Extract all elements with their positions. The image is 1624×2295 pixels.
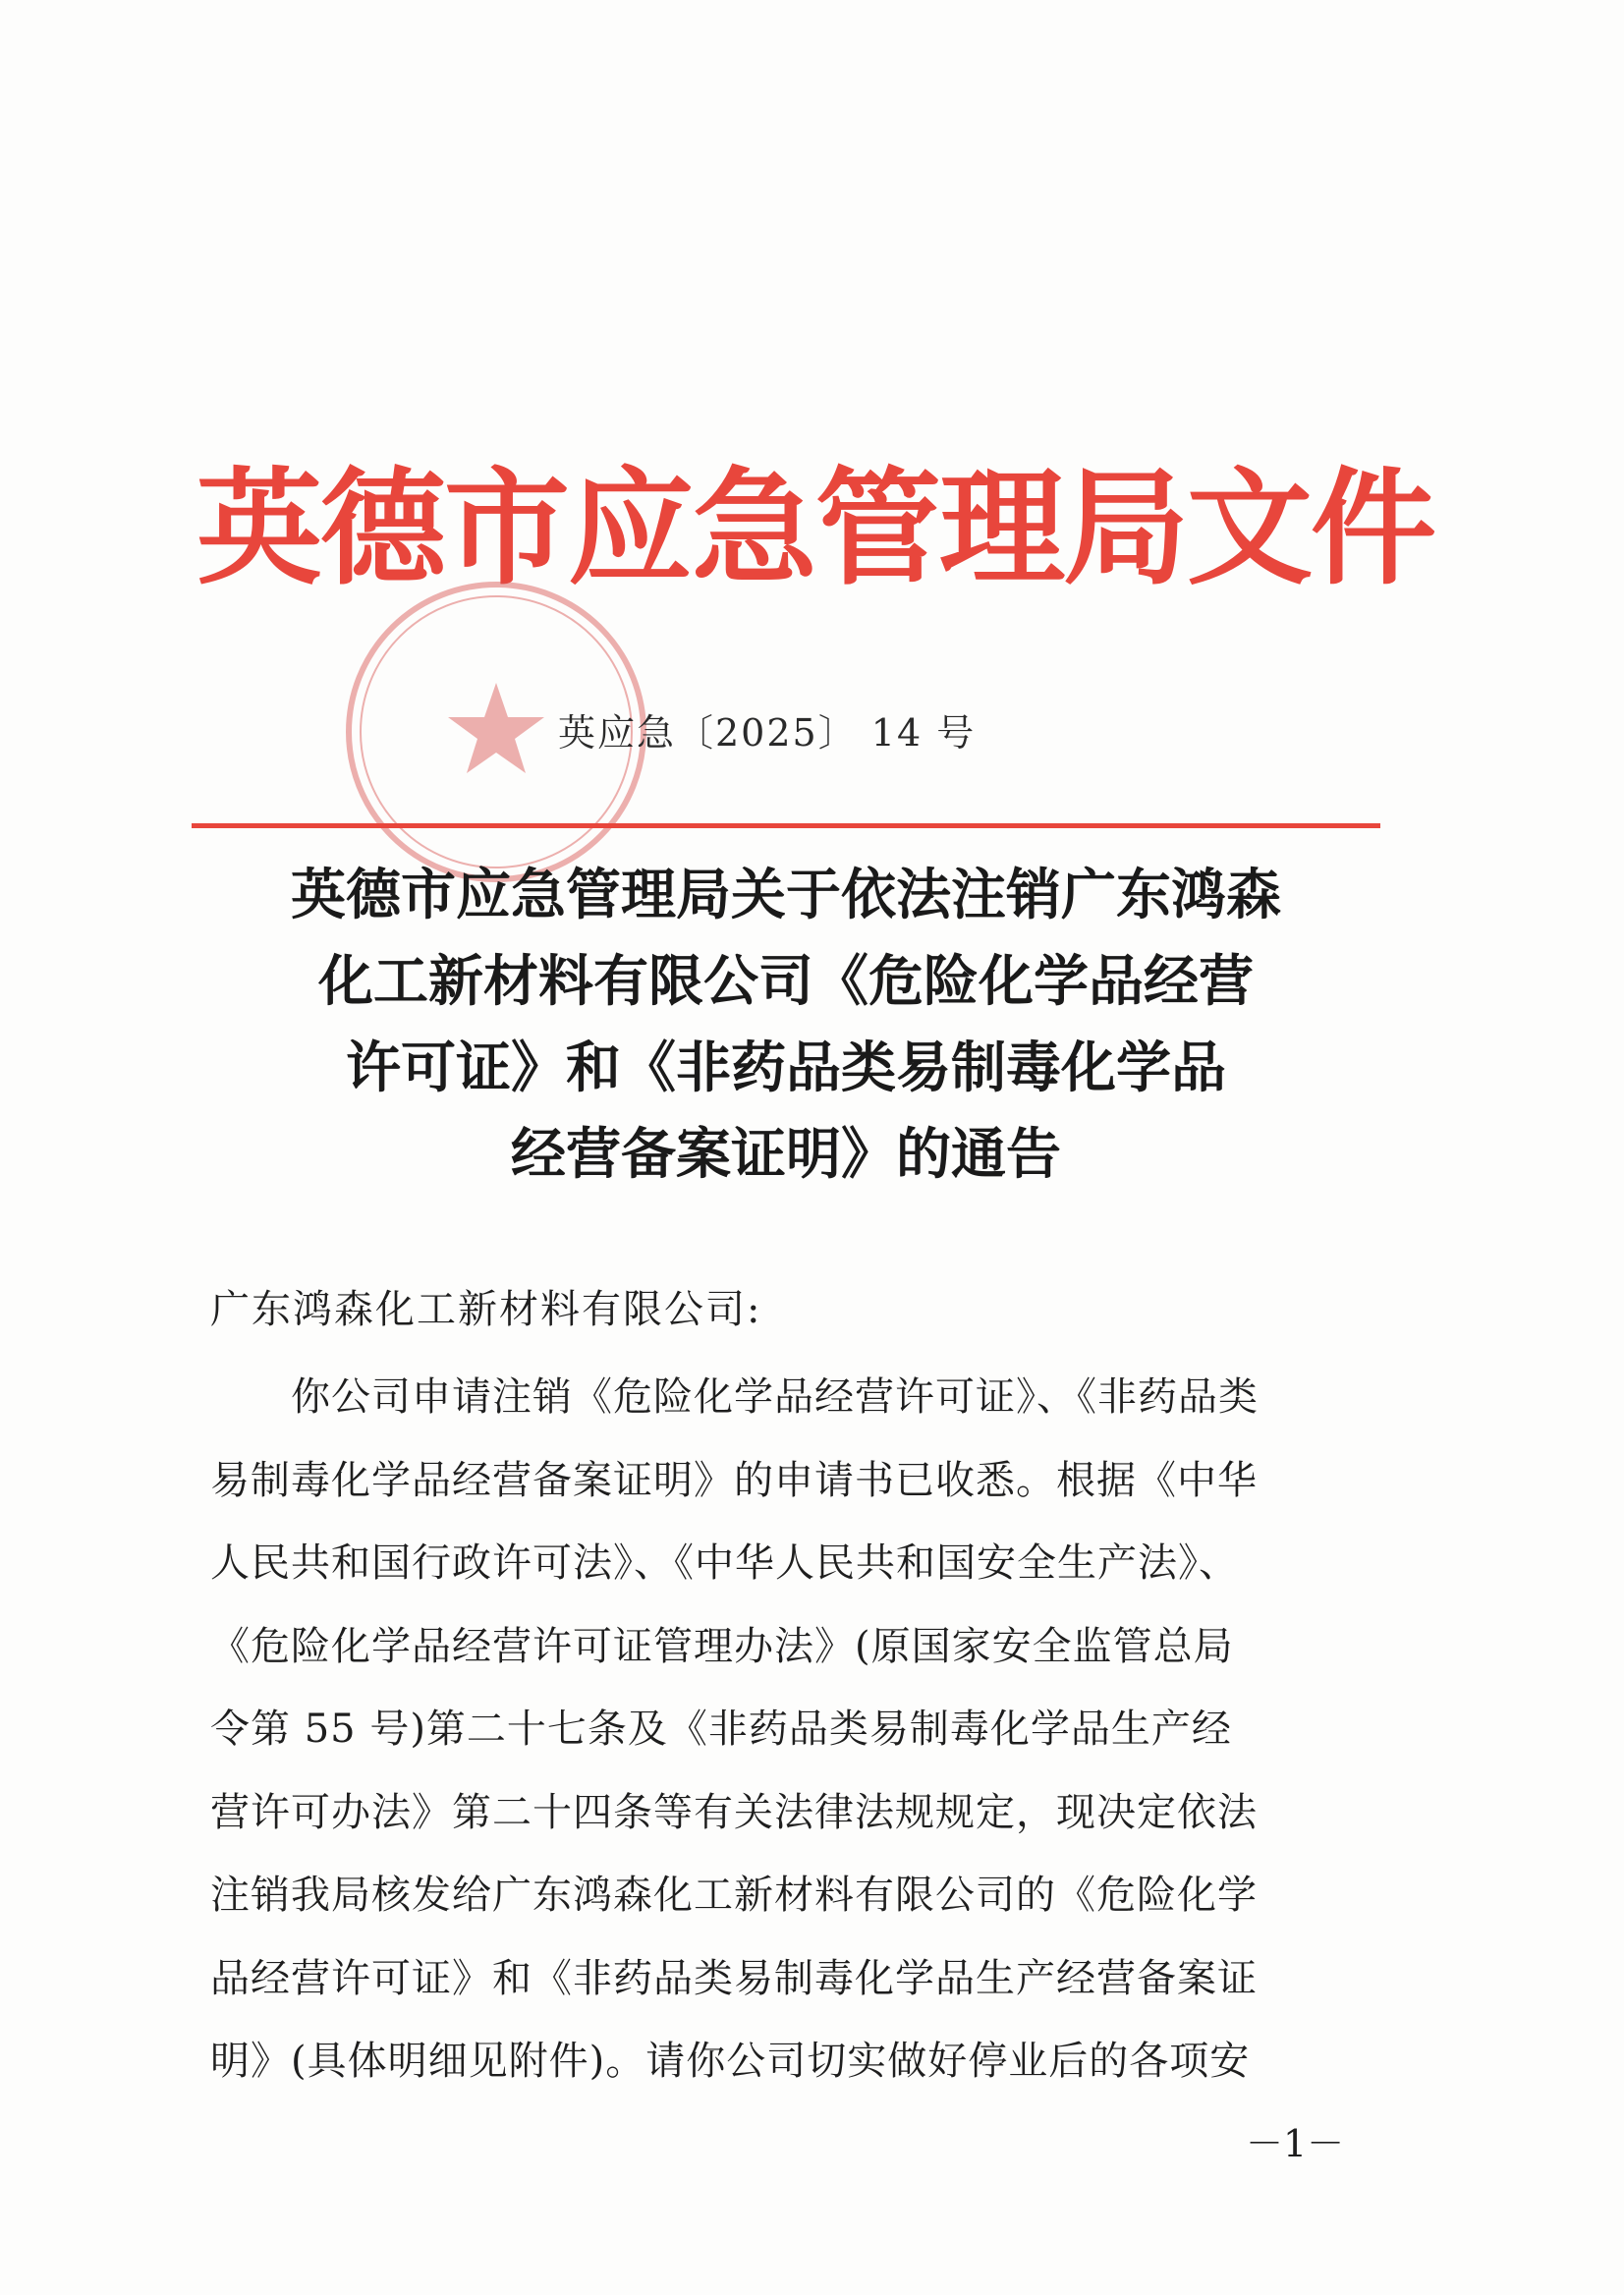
body-line: 人民共和国行政许可法》、《中华人民共和国安全生产法》、: [210, 1540, 1239, 1586]
body-line: 你公司申请注销《危险化学品经营许可证》、《非药品类: [210, 1374, 1259, 1420]
addressee: 广东鸿森化工新材料有限公司:: [210, 1287, 762, 1332]
page-number: －1－: [1246, 2122, 1345, 2165]
body-line: 令第 55 号)第二十七条及《非药品类易制毒化学品生产经: [210, 1707, 1232, 1752]
title-line: 经营备案证明》的通告: [511, 1123, 1061, 1187]
title-line: 许可证》和《非药品类易制毒化学品: [346, 1036, 1226, 1100]
title-line: 化工新材料有限公司《危险化学品经营: [318, 950, 1254, 1014]
body-line: 明》(具体明细见附件)。请你公司切实做好停业后的各项安: [210, 2039, 1251, 2084]
body-line: 易制毒化学品经营备案证明》的申请书已收悉。根据《中华: [210, 1457, 1258, 1503]
body-line: 注销我局核发给广东鸿森化工新材料有限公司的《危险化学: [210, 1873, 1258, 1918]
title-line: 英德市应急管理局关于依法注销广东鸿森: [291, 864, 1281, 927]
body-line: 营许可办法》第二十四条等有关法律法规规定，现决定依法: [210, 1789, 1258, 1835]
issuer-header: 英德市应急管理局文件: [196, 455, 1435, 602]
body-line: 《危险化学品经营许可证管理办法》(原国家安全监管总局: [210, 1623, 1234, 1669]
red-divider-line: [192, 823, 1380, 828]
notice-title: [196, 853, 1375, 1199]
body-text: [210, 1356, 1389, 2103]
body-line: 品经营许可证》和《非药品类易制毒化学品生产经营备案证: [210, 1955, 1258, 2001]
document-number: 英应急〔2025〕 14 号: [558, 711, 977, 755]
